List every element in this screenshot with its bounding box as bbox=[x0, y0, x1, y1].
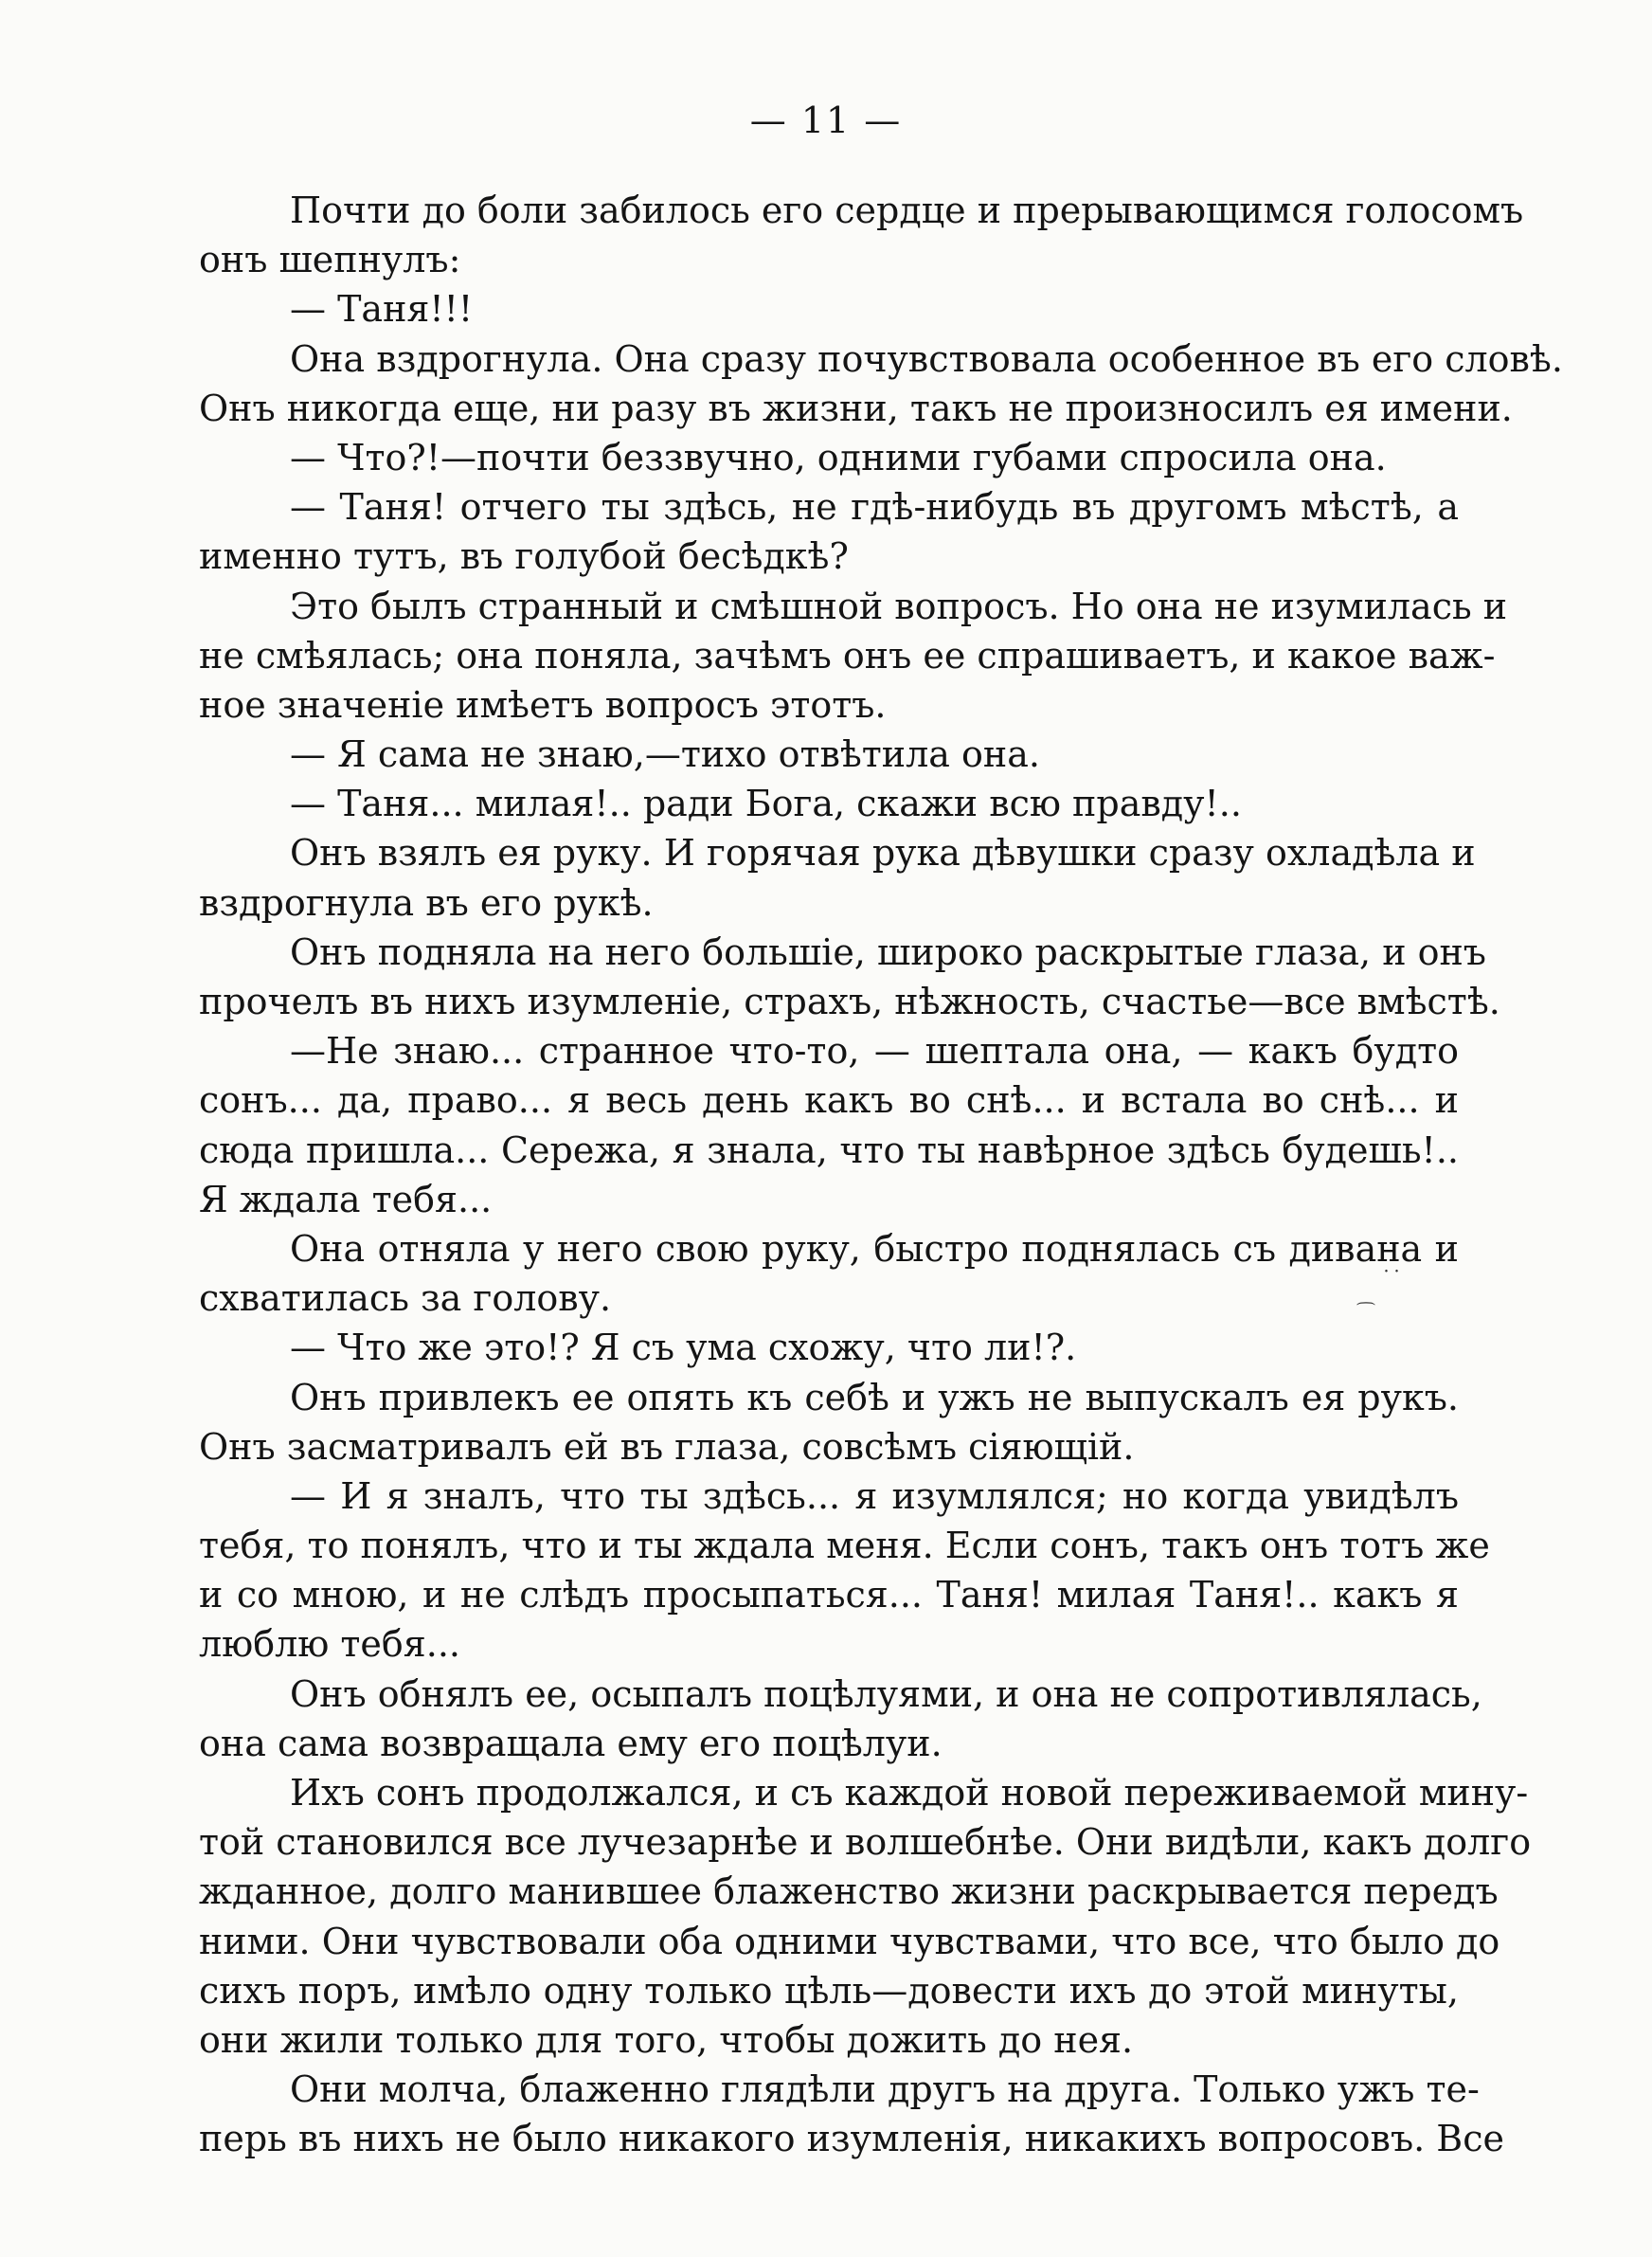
text-line: Онъ никогда еще, ни разу въ жизни, такъ не произносилъ ея имени. bbox=[199, 387, 1513, 429]
text-line: сюда пришла... Сережа, я знала, что ты навѣрное здѣсь будешь!.. bbox=[199, 1128, 1459, 1171]
text-line: именно тутъ, въ голубой бесѣдкѣ? bbox=[199, 535, 849, 578]
text-line: — Таня! отчего ты здѣсь, не гдѣ-нибудь въ другомъ мѣстѣ, а bbox=[290, 486, 1459, 529]
text-line: сонъ... да, право... я весь день какъ во снѣ... и встала во снѣ... и bbox=[199, 1079, 1459, 1122]
text-line: прочелъ въ нихъ изумленіе, страхъ, нѣжность, счастье—все вмѣстѣ. bbox=[199, 981, 1500, 1022]
text-line: Онъ привлекъ ее опять къ себѣ и ужъ не выпускалъ ея рукъ. bbox=[290, 1376, 1459, 1418]
text-line: люблю тебя... bbox=[199, 1623, 461, 1666]
text-line: Онъ засматривалъ ей въ глаза, совсѣмъ сіяющій. bbox=[199, 1425, 1135, 1468]
text-line: той становился все лучезарнѣе и волшебнѣе. Они видѣли, какъ долго bbox=[199, 1821, 1532, 1864]
text-line: Почти до боли забилось его сердце и прерывающимся голосомъ bbox=[290, 190, 1524, 231]
text-line: — Что?!—почти беззвучно, одними губами спросила она. bbox=[290, 436, 1387, 478]
text-line: Ихъ сонъ продолжался, и съ каждой новой переживаемой мину- bbox=[290, 1772, 1529, 1814]
text-line: — Таня!!! bbox=[290, 288, 474, 331]
text-line: Онъ взялъ ея руку. И горячая рука дѣвушки сразу охладѣла и bbox=[290, 832, 1476, 875]
text-line: онъ шепнулъ: bbox=[199, 239, 461, 281]
text-line: ними. Они чувствовали оба одними чувствами, что все, что было до bbox=[199, 1920, 1500, 1962]
text-line: и со мною, и не слѣдъ просыпаться... Таня! милая Таня!.. какъ я bbox=[199, 1574, 1459, 1616]
text-line: сихъ поръ, имѣло одну только цѣль—довести ихъ до этой минуты, bbox=[199, 1969, 1459, 2012]
text-line: Онъ обнялъ ее, осыпалъ поцѣлуями, и она не сопротивлялась, bbox=[290, 1672, 1482, 1715]
text-line: схватилась за голову. bbox=[199, 1277, 612, 1320]
text-line: Она вздрогнула. Она сразу почувствовала особенное въ его словѣ. bbox=[290, 337, 1563, 380]
text-line: не смѣялась; она поняла, зачѣмъ онъ ее спрашиваетъ, и какое важ- bbox=[199, 634, 1496, 677]
text-line: жданное, долго манившее блаженство жизни раскрывается передъ bbox=[199, 1870, 1499, 1913]
text-line: они жили только для того, чтобы дожить до нея. bbox=[199, 2018, 1134, 2061]
text-line: — И я зналъ, что ты здѣсь... я изумлялся; но когда увидѣлъ bbox=[290, 1474, 1459, 1517]
text-line: Это былъ странный и смѣшной вопросъ. Но она не изумилась и bbox=[290, 585, 1508, 627]
text-line: Я ждала тебя... bbox=[199, 1178, 493, 1220]
text-line: — Таня... милая!.. ради Бога, скажи всю правду!.. bbox=[290, 783, 1242, 825]
text-line: перь въ нихъ не было никакого изумленія, никакихъ вопросовъ. Все bbox=[199, 2118, 1504, 2160]
text-line: — Я сама не знаю,—тихо отвѣтила она. bbox=[290, 733, 1040, 776]
print-speck: ˙˙ bbox=[1381, 1268, 1402, 1291]
text-line: она сама возвращала ему его поцѣлуи. bbox=[199, 1722, 943, 1764]
text-line: Онъ подняла на него большіе, широко раскрытые глаза, и онъ bbox=[290, 930, 1486, 973]
text-line: Они молча, блаженно глядѣли другъ на друга. Только ужъ те- bbox=[290, 2068, 1480, 2111]
text-line: Она отняла у него свою руку, быстро поднялась съ дивана и bbox=[290, 1227, 1459, 1270]
text-line: вздрогнула въ его рукѣ. bbox=[199, 881, 654, 924]
text-line: — Что же это!? Я съ ума схожу, что ли!?. bbox=[290, 1327, 1077, 1369]
text-line: ное значеніе имѣетъ вопросъ этотъ. bbox=[199, 683, 887, 726]
text-line: —Не знаю... странное что-то, — шептала она, — какъ будто bbox=[290, 1030, 1459, 1073]
text-line: тебя, то понялъ, что и ты ждала меня. Если сонъ, такъ онъ тотъ же bbox=[199, 1525, 1490, 1567]
page-number: — 11 — bbox=[749, 99, 903, 141]
body-text bbox=[199, 186, 1563, 2164]
